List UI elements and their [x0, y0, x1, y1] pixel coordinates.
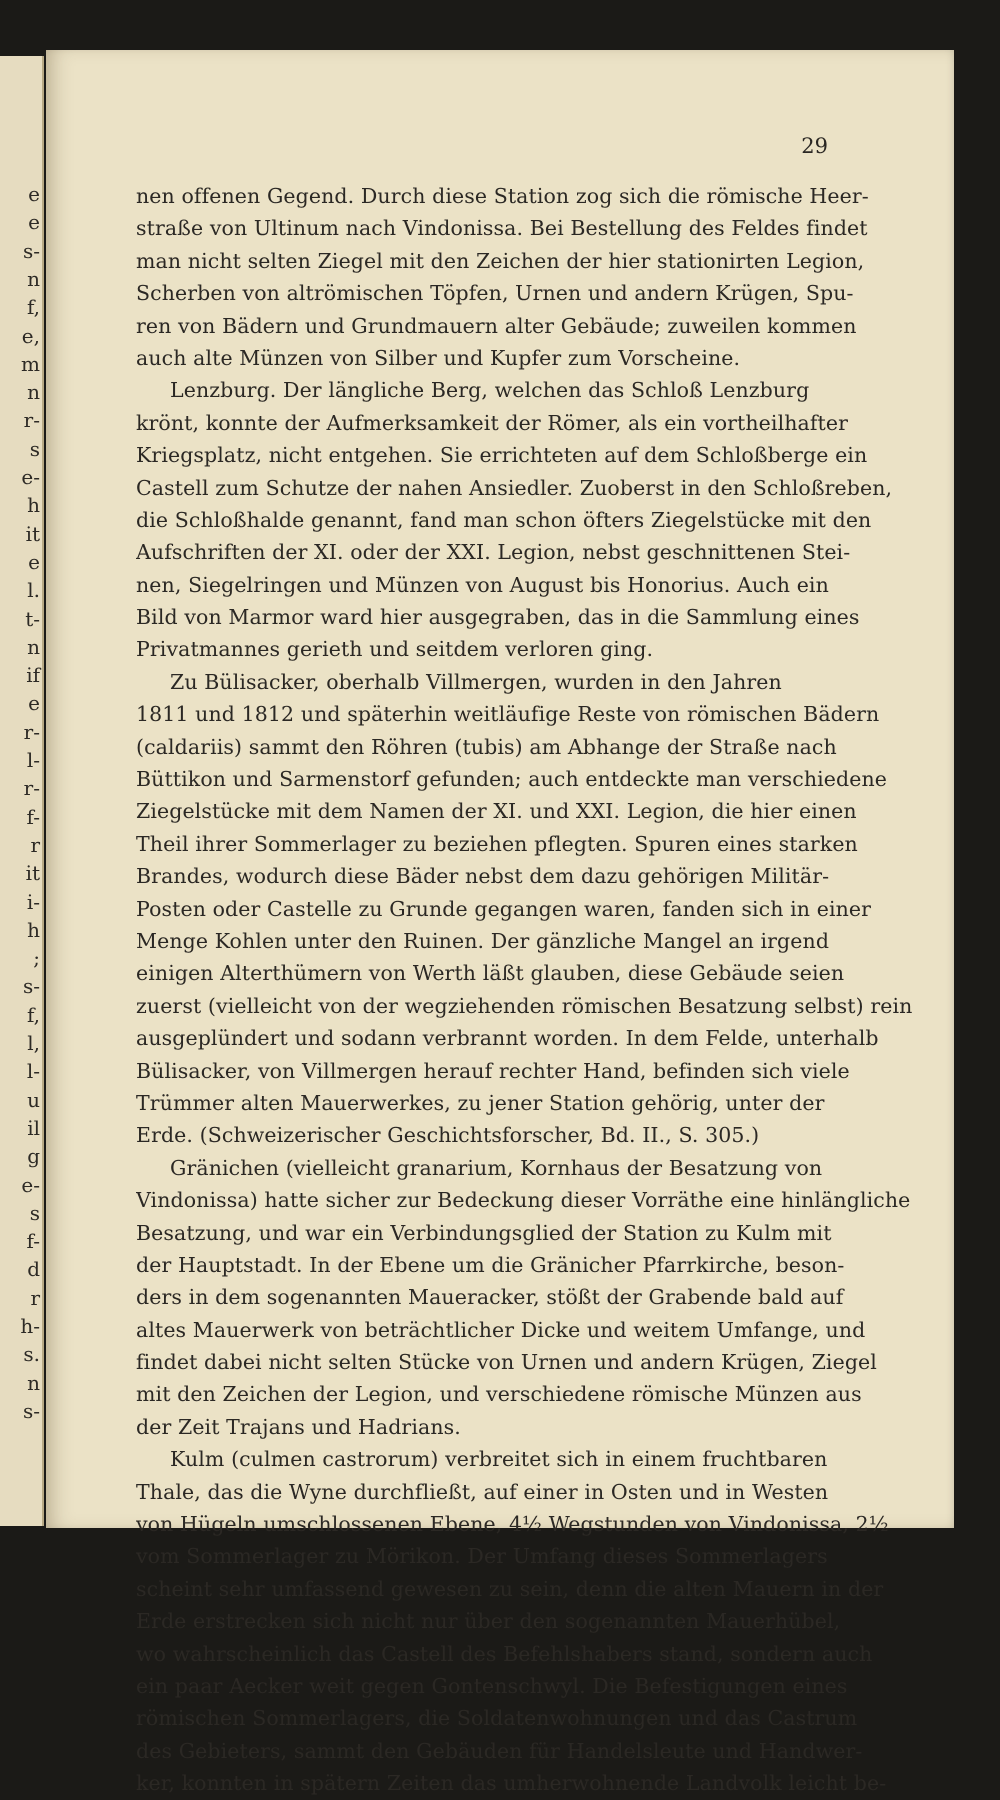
- text-line: die Schloßhalde genannt, fand man schon öfters Ziegelstücke mit den: [136, 507, 872, 532]
- left-page-fragment: if: [26, 663, 40, 688]
- text-line: ausgeplündert und sodann verbrannt worden. In dem Felde, unterhalb: [136, 1026, 879, 1051]
- text-line: altes Mauerwerk von beträchtlicher Dicke und weitem Umfange, und: [136, 1317, 866, 1342]
- left-page-fragment: s: [29, 1200, 40, 1225]
- left-page-fragment: s-: [22, 974, 40, 999]
- text-line: Brandes, wodurch diese Bäder nebst dem dazu gehörigen Militär-: [136, 864, 830, 889]
- left-page-fragment: r-: [23, 408, 40, 433]
- text-line: Erde. (Schweizerischer Geschichtsforscher, Bd. II., S. 305.): [136, 1123, 760, 1148]
- text-line: Menge Kohlen unter den Ruinen. Der gänzliche Mangel an irgend: [136, 928, 830, 953]
- left-page-fragment: u: [27, 1087, 40, 1112]
- text-line: des Gebieters, sammt den Gebäuden für Handelsleute und Handwer-: [136, 1738, 863, 1763]
- left-page-fragment: il: [27, 1115, 40, 1140]
- text-line: man nicht selten Ziegel mit den Zeichen der hier stationirten Legion,: [136, 248, 865, 273]
- left-page-fragment: s-: [22, 1398, 40, 1423]
- left-page-fragment: d: [27, 1257, 40, 1282]
- left-page-fragment: it: [25, 861, 40, 886]
- left-page-fragment: e: [28, 182, 40, 206]
- left-page-fragment: e: [28, 210, 40, 235]
- text-line: (caldariis) sammt den Röhren (tubis) am Abhange der Straße nach: [136, 734, 837, 759]
- text-line: Kriegsplatz, nicht entgehen. Sie errichteten auf dem Schloßberge ein: [136, 443, 868, 468]
- page-body-text: [136, 180, 926, 1800]
- text-line: straße von Ultinum nach Vindonissa. Bei Bestellung des Feldes findet: [136, 216, 868, 241]
- left-page-fragment: f,: [26, 295, 40, 320]
- text-line: vom Sommerlager zu Mörikon. Der Umfang dieses Sommerlagers: [136, 1544, 828, 1569]
- page-number: 29: [801, 134, 828, 158]
- left-page-fragment: f,: [26, 1002, 40, 1027]
- left-page-fragment: h: [27, 493, 40, 518]
- text-line: römischen Sommerlagers, die Soldatenwohnungen und das Castrum: [136, 1706, 858, 1731]
- text-line: scheint sehr umfassend gewesen zu sein, denn die alten Mauern in der: [136, 1576, 884, 1601]
- left-page-fragment: it: [25, 521, 40, 546]
- text-line: Posten oder Castelle zu Grunde gegangen waren, fanden sich in einer: [136, 896, 872, 921]
- text-line: nen, Siegelringen und Münzen von August bis Honorius. Auch ein: [136, 572, 829, 597]
- left-page-edge: [0, 56, 44, 1526]
- text-line: krönt, konnte der Aufmerksamkeit der Römer, als ein vortheilhafter: [136, 410, 849, 435]
- left-page-fragment: r: [30, 832, 40, 857]
- left-page-fragment: r: [30, 1285, 40, 1310]
- text-line: Vindonissa) hatte sicher zur Bedeckung dieser Vorräthe eine hinlängliche: [136, 1188, 911, 1213]
- text-line: einigen Alterthümern von Werth läßt glauben, diese Gebäude seien: [136, 961, 845, 986]
- text-line: von Hügeln umschlossenen Ebene, 4½ Wegstunden von Vindonissa, 2½: [136, 1512, 889, 1537]
- book-page: [46, 50, 954, 1796]
- text-line: Lenzburg. Der längliche Berg, welchen das Schloß Lenzburg: [170, 378, 810, 403]
- text-line: ein paar Aecker weit gegen Gontenschwyl. Die Befestigungen eines: [136, 1673, 848, 1698]
- left-page-fragment: g: [27, 1144, 40, 1169]
- text-line: Bild von Marmor ward hier ausgegraben, das in die Sammlung eines: [136, 605, 860, 630]
- left-page-fragment: h-: [20, 1314, 40, 1338]
- text-line: Privatmannes gerieth und seitdem verloren ging.: [136, 637, 654, 662]
- left-page-fragment: n: [27, 266, 40, 291]
- left-page-fragment: t-: [25, 606, 40, 631]
- left-page-fragment: r-: [23, 719, 40, 744]
- left-page-fragment: l-: [26, 748, 40, 772]
- text-line: Ziegelstücke mit dem Namen der XI. und XXI. Legion, die hier einen: [136, 799, 857, 824]
- left-page-fragment: m: [21, 351, 40, 376]
- text-line: der Hauptstadt. In der Ebene um die Gränicher Pfarrkirche, beson-: [136, 1252, 845, 1277]
- text-line: Büttikon und Sarmenstorf gefunden; auch entdeckte man verschiedene: [136, 767, 888, 792]
- left-page-fragment: s: [29, 436, 40, 461]
- text-line: Aufschriften der XI. oder der XXI. Legion, nebst geschnittenen Stei-: [136, 540, 851, 565]
- text-line: Gränichen (vielleicht granarium, Kornhaus der Besatzung von: [170, 1155, 823, 1180]
- text-line: mit den Zeichen der Legion, und verschiedene römische Münzen aus: [136, 1382, 862, 1407]
- text-line: der Zeit Trajans und Hadrians.: [136, 1414, 461, 1439]
- text-line: ren von Bädern und Grundmauern alter Gebäude; zuweilen kommen: [136, 313, 857, 338]
- left-page-fragment: ;: [33, 946, 40, 971]
- left-page-fragment: n: [27, 634, 40, 659]
- text-line: Scherben von altrömischen Töpfen, Urnen und andern Krügen, Spu-: [136, 281, 854, 306]
- left-page-fragment: r-: [23, 776, 40, 801]
- text-line: ker, konnten in spätern Zeiten das umherwohnende Landvolk leicht be-: [136, 1771, 887, 1796]
- text-line: auch alte Münzen von Silber und Kupfer zum Vorscheine.: [136, 345, 741, 370]
- left-page-fragment: e: [28, 549, 40, 574]
- left-page-fragment: i-: [26, 889, 40, 914]
- text-line: Castell zum Schutze der nahen Ansiedler. Zuoberst in den Schloßreben,: [136, 475, 893, 500]
- text-line: wo wahrscheinlich das Castell des Befehlshabers stand, sondern auch: [136, 1641, 873, 1666]
- left-page-fragment: n: [27, 380, 40, 405]
- text-line: Trümmer alten Mauerwerkes, zu jener Station gehörig, unter der: [136, 1090, 825, 1115]
- text-line: Erde erstrecken sich nicht nur über den sogenannten Mauerhübel,: [136, 1609, 841, 1634]
- left-page-fragment: e,: [21, 323, 40, 348]
- text-line: Zu Bülisacker, oberhalb Villmergen, wurden in den Jahren: [170, 669, 782, 694]
- left-page-fragment: s-: [22, 238, 40, 263]
- text-line: Theil ihrer Sommerlager zu beziehen pflegten. Spuren eines starken: [136, 831, 858, 856]
- text-line: Besatzung, und war ein Verbindungsglied der Station zu Kulm mit: [136, 1220, 832, 1245]
- text-line: zuerst (vielleicht von der wegziehenden römischen Besatzung selbst) rein: [136, 993, 913, 1018]
- left-page-fragment: l-: [26, 1059, 40, 1084]
- text-line: findet dabei nicht selten Stücke von Urnen und andern Krügen, Ziegel: [136, 1350, 877, 1375]
- text-line: nen offenen Gegend. Durch diese Station zog sich die römische Heer-: [136, 184, 869, 208]
- left-page-fragment: s.: [23, 1342, 40, 1367]
- left-page-fragment: n: [27, 1370, 40, 1395]
- text-line: ders in dem sogenannten Maueracker, stößt der Grabende bald auf: [136, 1285, 844, 1310]
- text-line: 1811 und 1812 und späterhin weitläufige Reste von römischen Bädern: [136, 702, 880, 727]
- left-page-fragment: f-: [26, 804, 40, 829]
- text-line: Bülisacker, von Villmergen herauf rechter Hand, befinden sich viele: [136, 1058, 850, 1083]
- left-page-fragment: l.: [27, 578, 40, 603]
- left-page-fragment: e-: [21, 465, 40, 489]
- left-page-fragment: e-: [21, 1172, 40, 1197]
- left-page-fragment: f-: [26, 1229, 40, 1254]
- left-page-fragment: e: [28, 691, 40, 716]
- text-line: Thale, das die Wyne durchfließt, auf einer in Osten und in Westen: [136, 1479, 829, 1504]
- left-page-fragment: l,: [27, 1031, 40, 1055]
- text-line: Kulm (culmen castrorum) verbreitet sich in einem fruchtbaren: [170, 1447, 828, 1472]
- left-page-fragment: h: [27, 917, 40, 942]
